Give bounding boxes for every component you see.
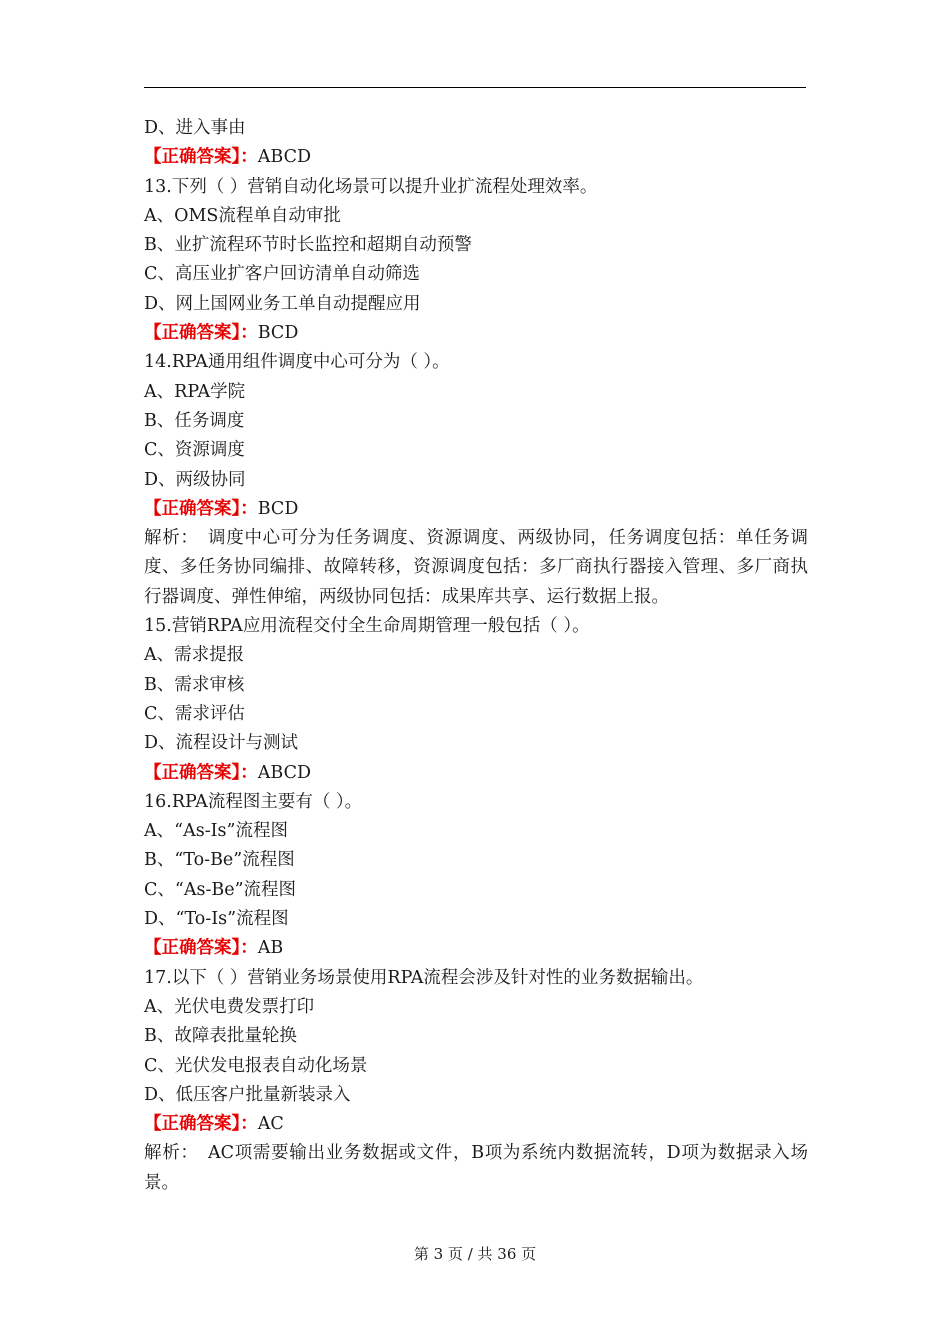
answer-label: 【正确答案】： — [144, 498, 258, 519]
answer-value: BCD — [257, 498, 299, 519]
option-text: A、RPA学院 — [144, 381, 246, 402]
correct-answer — [144, 495, 808, 524]
option-text: B、“To-Be”流程图 — [144, 850, 295, 871]
answer-value: AB — [257, 938, 284, 959]
option-text: A、光伏电费发票打印 — [144, 996, 315, 1017]
correct-answer — [144, 759, 808, 788]
answer-label: 【正确答案】： — [144, 938, 258, 959]
answer-label: 【正确答案】： — [144, 762, 258, 783]
page-footer: 第 3 页 / 共 36 页 — [413, 1245, 537, 1263]
answer-value: ABCD — [257, 762, 311, 783]
question-text: 14.RPA通用组件调度中心可分为（ ）。 — [144, 352, 450, 373]
option-text: D、进入事由 — [144, 118, 246, 138]
option-text: A、OMS流程单自动审批 — [144, 205, 341, 226]
header-rule — [144, 87, 806, 88]
correct-answer — [144, 143, 808, 172]
option-text: B、任务调度 — [144, 410, 245, 431]
document-body — [144, 114, 808, 1198]
option-text: A、“As-Is”流程图 — [144, 821, 288, 842]
question-text: 13.下列（ ）营销自动化场景可以提升业扩流程处理效率。 — [144, 176, 598, 197]
option-text: D、低压客户批量新装录入 — [144, 1084, 351, 1105]
option-text: D、两级协同 — [144, 469, 246, 490]
option-text: D、网上国网业务工单自动提醒应用 — [144, 293, 421, 314]
explanation-text: 解析： 调度中心可分为任务调度、资源调度、两级协同，任务调度包括：单任务调度、多任务协同编排、故障转移，资源调度包括：多厂商执行器接入管理、多厂商执行器调度、弹性伸缩，两级协同包括：成果库共享、运行数据上报。 — [144, 528, 808, 607]
answer-label: 【正确答案】： — [144, 1114, 258, 1135]
question-text: 17.以下（ ）营销业务场景使用RPA流程会涉及针对性的业务数据输出。 — [144, 967, 704, 988]
correct-answer — [144, 934, 808, 963]
question-text: 15.营销RPA应用流程交付全生命周期管理一般包括（ ）。 — [144, 616, 590, 637]
option-text: D、流程设计与测试 — [144, 733, 299, 754]
answer-value: AC — [257, 1114, 284, 1135]
option-text: C、光伏发电报表自动化场景 — [144, 1055, 368, 1076]
option-text: C、高压业扩客户回访清单自动筛选 — [144, 264, 420, 285]
correct-answer — [144, 319, 808, 348]
option-text: B、需求审核 — [144, 674, 245, 695]
correct-answer — [144, 1110, 808, 1139]
answer-value: BCD — [257, 323, 299, 344]
option-text: D、“To-Is”流程图 — [144, 909, 289, 930]
question-text: 16.RPA流程图主要有（ ）。 — [144, 791, 363, 812]
option-text: A、需求提报 — [144, 645, 245, 666]
option-text: B、故障表批量轮换 — [144, 1026, 297, 1047]
option-text: C、资源调度 — [144, 440, 245, 461]
explanation-text: 解析： AC项需要输出业务数据或文件，B项为系统内数据流转，D项为数据录入场景。 — [144, 1143, 808, 1193]
answer-label: 【正确答案】： — [144, 147, 258, 168]
option-text: C、“As-Be”流程图 — [144, 879, 297, 900]
answer-value: ABCD — [257, 147, 311, 168]
option-text: B、业扩流程环节时长监控和超期自动预警 — [144, 235, 472, 256]
answer-label: 【正确答案】： — [144, 323, 258, 344]
option-text: C、需求评估 — [144, 703, 245, 724]
